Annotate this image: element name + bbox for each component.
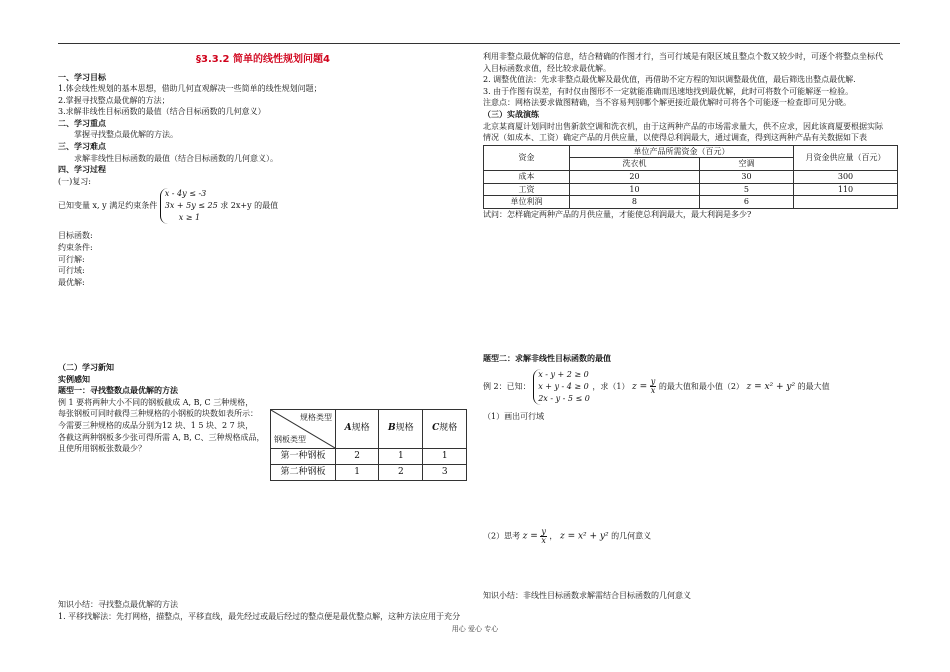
difficulty-heading: 三、学习难点	[58, 142, 106, 152]
cell: 300	[794, 170, 898, 183]
think-line	[483, 528, 901, 545]
diag-top-label: 规格类型	[300, 413, 332, 422]
col-header: 资金	[484, 145, 570, 170]
cell: 1	[336, 465, 379, 481]
fill-item: 可行解:	[58, 254, 85, 264]
table-row	[271, 449, 467, 465]
example1-line: 例 1 要将两种大小不同的钢板截成 A, B, C 三种规格，	[58, 397, 254, 407]
example1-text	[58, 397, 270, 455]
fraction-y-over-x	[650, 378, 657, 395]
z1-lhs: z =	[632, 381, 648, 392]
method1-text: 1. 平移找解法：先打网格，描整点，平移直线，最先经过或最后经过的整点便是最优整点解，这种方法应用于充分	[58, 611, 461, 621]
row-label: 成本	[484, 170, 570, 183]
frac-num: y	[541, 527, 546, 536]
constraint-line: x - 4y ≤ -3	[164, 189, 207, 199]
table-row	[484, 183, 898, 196]
process-heading: 四、学习过程	[58, 165, 106, 175]
col-header: 月资金供应量（百元）	[794, 145, 898, 170]
difficulty-text: 求解非线性目标函数的最值（结合目标函数的几何意义）。	[74, 153, 278, 163]
cell: 20	[570, 170, 700, 183]
constraint-system	[160, 188, 218, 224]
cell: 5	[699, 183, 793, 196]
example2	[483, 369, 901, 405]
type2-section	[483, 353, 901, 422]
example2-pre: 例 2：已知：	[483, 381, 531, 391]
cont-line: 注意点：网格法要求做图精确，当不容易判别哪个解更接近最优解时可将各个可能逐一检查即可见分晓。	[483, 98, 851, 108]
example2-constraints	[533, 369, 590, 405]
review-problem-pre: 已知变量 x, y 满足约束条件	[58, 201, 158, 211]
table-row	[484, 170, 898, 183]
cell	[794, 196, 898, 209]
top-rule	[58, 43, 900, 44]
cell: 1	[423, 449, 467, 465]
constraint-line: x ≥ 1	[178, 213, 201, 223]
example2-q1-tail: 的最大值和最小值（2）	[658, 381, 744, 391]
page-title: §3.3.2 简单的线性规划问题4	[196, 54, 330, 65]
example-heading: 实例感知	[58, 374, 90, 384]
col-header: 单位产品所需资金（百元）	[570, 145, 794, 158]
table-row	[484, 196, 898, 209]
cont-line: 利用非整点最优解的信息，结合精确的作图才行，当可行域是有限区域且整点个数又较少时，可逐个将整点坐标代	[483, 52, 883, 61]
z2-expr: z = x² + y²	[746, 381, 796, 392]
key-heading: 二、学习重点	[58, 118, 106, 128]
example1-line: 各截这两种钢板多少张可得所需 A, B, C、三种规格成品，	[58, 432, 265, 442]
diag-header-cell	[271, 410, 336, 449]
goal-item: 1.体会线性规划的基本思想，借助几何直观解决一些简单的线性规划问题；	[58, 84, 322, 94]
key-text: 掌握寻找整点最优解的方法。	[74, 130, 178, 140]
constraint-line: 2x - y - 5 ≤ 0	[538, 393, 590, 403]
fill-item: 最优解:	[58, 277, 85, 287]
practice-line: 北京某商厦计划同时出售新款空调和洗衣机，由于这两种产品的市场需求量大，供不应求，因此该商厦要根据实际	[483, 121, 883, 131]
constraint-line: x - y + 2 ≥ 0	[538, 369, 589, 379]
fill-item: 目标函数:	[58, 231, 93, 241]
col-subheader: 洗衣机	[570, 158, 700, 171]
cell: 2	[379, 465, 423, 481]
cont-line: 3. 由于作图有误差，有时仅由图形不一定就能准确而迅速地找到最优解，此时可将数个可能解逐一检验。	[483, 86, 854, 96]
example2-q1: ，求（1）	[592, 381, 630, 391]
money-table	[483, 145, 898, 209]
constraint-line: 3x + 5y ≤ 25	[164, 201, 218, 211]
think-z1: z =	[522, 531, 538, 542]
example2-q2-tail: 的最大值	[797, 381, 830, 391]
example1-line: 且使所用钢板张数最少？	[58, 444, 146, 454]
type2-heading: 题型二：求解非线性目标函数的最值	[483, 354, 611, 363]
col-header: C规格	[423, 410, 467, 449]
cell: 110	[794, 183, 898, 196]
cell: 3	[423, 465, 467, 481]
row-label: 单位利润	[484, 196, 570, 209]
row-label: 工资	[484, 183, 570, 196]
left-summary	[58, 599, 498, 622]
table-row	[271, 465, 467, 481]
practice-question: 试问：怎样确定两种产品的月供应量，才能使总利润最大，最大利润是多少?	[483, 209, 752, 219]
frac-den: x	[650, 386, 656, 396]
review-problem	[58, 188, 468, 224]
row-label: 第二种钢板	[271, 465, 336, 481]
review-problem-post: 求 2x+y 的最值	[220, 201, 279, 211]
fraction-y-over-x	[540, 528, 547, 545]
fill-item: 约束条件:	[58, 243, 93, 253]
cell: 30	[699, 170, 793, 183]
fill-item: 可行域:	[58, 266, 85, 276]
frac-num: y	[650, 377, 656, 387]
constraint-line: x + y - 4 ≥ 0	[538, 381, 589, 391]
review-heading: (一)复习:	[58, 176, 91, 186]
col-subheader: 空调	[699, 158, 793, 171]
think-pre: （2）思考	[483, 531, 521, 541]
example1-line: 每张钢板可同时截得三种规格的小钢板的块数如表所示：	[58, 409, 258, 419]
col-header: B规格	[379, 410, 423, 449]
summary-text: 知识小结：寻找整点最优解的方法	[58, 600, 178, 609]
left-column	[58, 47, 468, 288]
cont-line: 入目标函数求值，经比较求最优解。	[483, 63, 611, 73]
cell: 6	[699, 196, 793, 209]
page-footer: 用心 爱心 专心	[451, 625, 499, 633]
draw-region-text: （1）画出可行域	[483, 411, 545, 421]
example1-line: 今需要三种规格的成品分别为12 块、1 5 块、2 7 块，	[58, 420, 254, 430]
think-mid: ，	[549, 531, 558, 541]
right-summary: 知识小结：非线性目标函数求解需结合目标函数的几何意义	[483, 591, 691, 600]
goal-item: 3.求解非线性目标函数的最值（结合目标函数的几何意义）	[58, 107, 266, 117]
cell: 10	[570, 183, 700, 196]
row-label: 第一种钢板	[271, 449, 336, 465]
frac-den: x	[541, 536, 546, 545]
practice-line: 情况（如成本、工资）确定产品的月供应量，以使得总利润最大，通过调查，得到这两种产品有关数据如下表	[483, 133, 867, 143]
col-header: A规格	[336, 410, 379, 449]
cell: 2	[336, 449, 379, 465]
cell: 1	[379, 449, 423, 465]
cont-line: 2. 调整优值法：先求非整点最优解及最优值，再借助不定方程的知识调整最优值，最后筛选出整点最优解.	[483, 75, 856, 85]
goal-item: 2.掌握寻找整点最优解的方法；	[58, 95, 170, 105]
diag-bottom-label: 钢板类型	[274, 435, 306, 445]
think-tail: 的几何意义	[611, 531, 652, 541]
steel-table	[270, 409, 467, 481]
goal-heading: 一、学习目标	[58, 72, 106, 82]
practice-heading: （三）实战演练	[483, 109, 539, 119]
type1-heading: 题型一：寻找整数点最优解的方法	[58, 386, 178, 396]
new-knowledge-heading: （二）学习新知	[58, 363, 114, 372]
think-z2: z = x² + y²	[559, 531, 609, 542]
cell: 8	[570, 196, 700, 209]
right-column	[483, 51, 901, 220]
